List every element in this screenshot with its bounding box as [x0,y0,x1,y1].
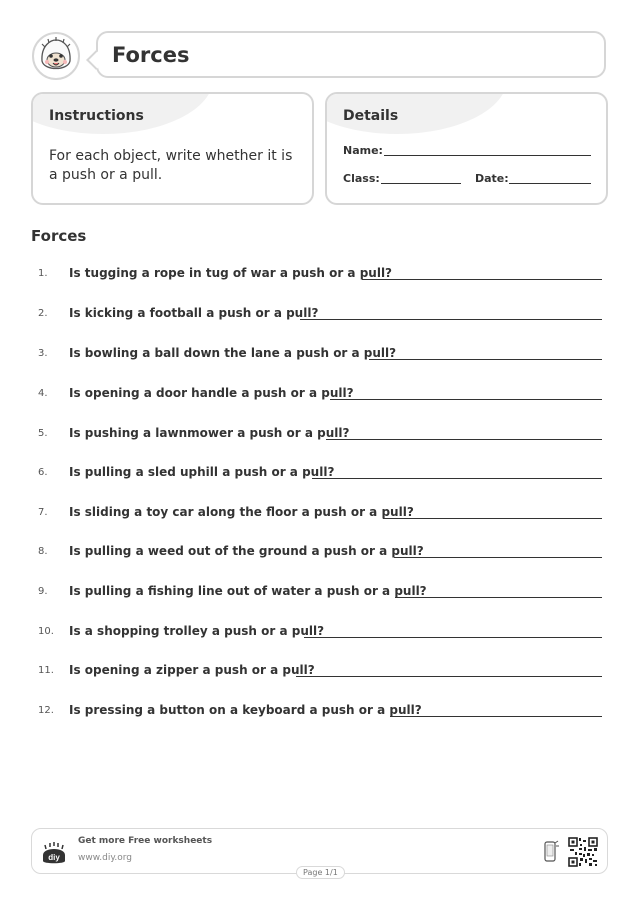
date-label: Date: [475,172,509,185]
question-text: Is bowling a ball down the lane a push or a pull? [69,346,397,360]
question-number: 7. [38,507,48,518]
answer-line[interactable] [394,557,602,558]
question-row [38,624,602,644]
qr-code-icon[interactable] [568,837,598,867]
details-card [325,92,608,205]
question-text: Is pushing a lawnmower a push or a pull? [69,426,350,440]
question-row [38,703,602,723]
question-text: Is opening a door handle a push or a pull? [69,386,354,400]
question-text: Is kicking a football a push or a pull? [69,306,319,320]
footer-url[interactable]: www.diy.org [78,853,132,863]
question-number: 4. [38,388,48,399]
question-number: 10. [38,626,54,637]
question-row [38,465,602,485]
question-number: 6. [38,467,48,478]
mascot-icon [31,31,81,81]
question-number: 9. [38,586,48,597]
question-text: Is a shopping trolley a push or a pull? [69,624,325,638]
answer-line[interactable] [296,676,602,677]
page-indicator: Page 1/1 [296,866,345,879]
answer-line[interactable] [395,597,602,598]
question-number: 2. [38,308,48,319]
details-heading: Details [343,108,399,124]
date-field[interactable] [509,183,591,184]
question-row [38,426,602,446]
answer-line[interactable] [390,716,602,717]
question-row [38,584,602,604]
question-number: 1. [38,268,48,279]
instructions-text: For each object, write whether it is a push or a pull. [49,148,293,183]
section-title: Forces [31,227,87,245]
instructions-heading: Instructions [49,108,144,124]
phone-icon [543,839,559,863]
question-text: Is pulling a sled uphill a push or a pull? [69,465,335,479]
question-number: 5. [38,428,48,439]
answer-line[interactable] [383,518,602,519]
question-text: Is pulling a weed out of the ground a push or a pull? [69,544,424,558]
question-row [38,505,602,525]
name-label: Name: [343,144,383,157]
answer-line[interactable] [362,279,602,280]
answer-line[interactable] [300,319,602,320]
question-number: 11. [38,665,54,676]
question-row [38,386,602,406]
question-row [38,346,602,366]
question-text: Is pressing a button on a keyboard a push or a pull? [69,703,422,717]
page-title: Forces [112,43,190,67]
question-row [38,663,602,683]
answer-line[interactable] [304,637,602,638]
question-text: Is sliding a toy car along the floor a push or a pull? [69,505,414,519]
question-number: 8. [38,546,48,557]
instructions-card [31,92,314,205]
name-field[interactable] [384,155,591,156]
question-number: 12. [38,705,54,716]
answer-line[interactable] [326,439,602,440]
question-text: Is pulling a fishing line out of water a push or a pull? [69,584,427,598]
answer-line[interactable] [312,478,602,479]
speech-tail [86,50,106,70]
question-row [38,306,602,326]
question-row [38,266,602,286]
diy-logo-icon[interactable] [41,841,67,867]
answer-line[interactable] [369,359,602,360]
logo-text: diy [48,853,60,862]
title-box [96,31,606,78]
question-text: Is tugging a rope in tug of war a push or a pull? [69,266,393,280]
question-row [38,544,602,564]
footer-promo: Get more Free worksheets [78,836,213,846]
question-number: 3. [38,348,48,359]
answer-line[interactable] [330,399,602,400]
class-field[interactable] [381,183,461,184]
question-text: Is opening a zipper a push or a pull? [69,663,315,677]
class-label: Class: [343,172,380,185]
